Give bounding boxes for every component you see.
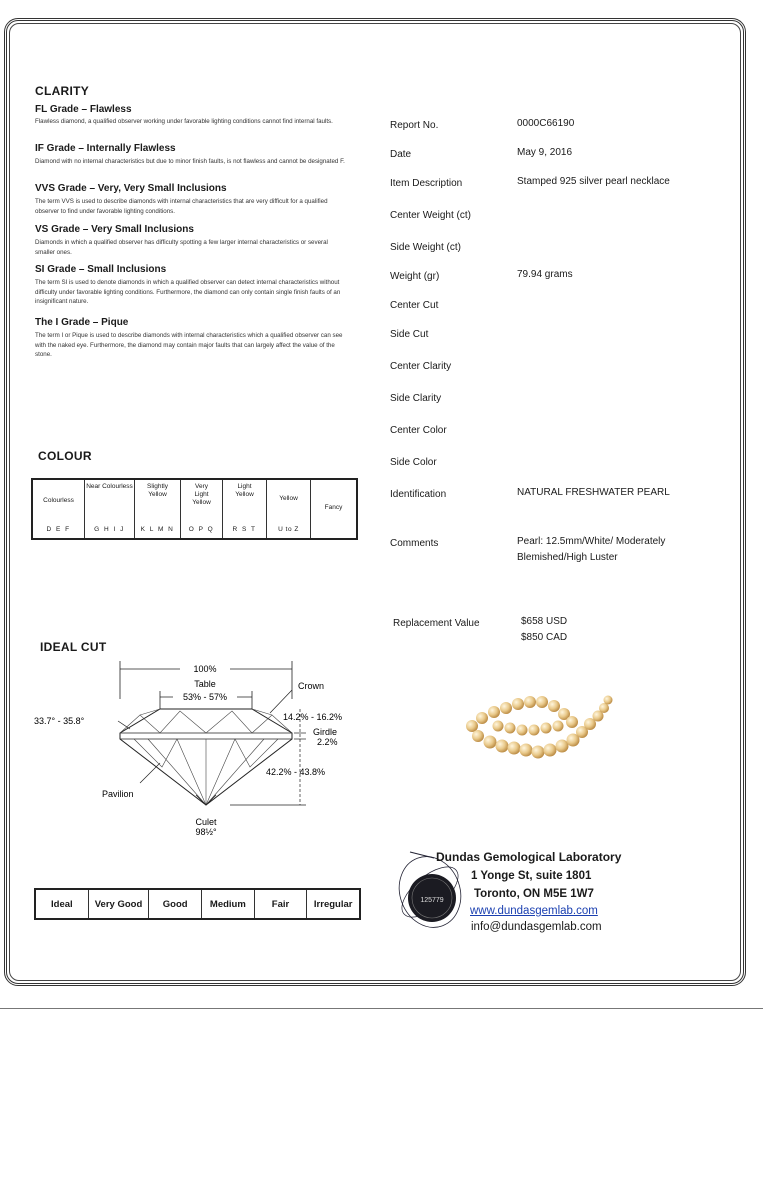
colour-scale-table — [31, 478, 358, 540]
side-color-label: Side Color — [390, 457, 437, 468]
girdle-pct-label: 2.2% — [317, 737, 338, 747]
cut-grade-medium: Medium — [202, 890, 255, 918]
cut-grade-good: Good — [149, 890, 202, 918]
grade-vvs-text: The term VVS is used to describe diamonds with internal characteristics that are very difficult for a qualified observer to find under favorable lighting conditions. — [35, 198, 328, 215]
replacement-value-usd: $658 USD — [521, 616, 568, 627]
grade-vs-text: Diamonds in which a qualified observer has difficulty spotting a few larger internal characteristics or several smaller ones. — [35, 239, 328, 256]
date-label: Date — [390, 149, 412, 160]
colour-cell-very-light-yellow: Very Light Yellow O P Q — [181, 480, 223, 538]
side-clarity-label: Side Clarity — [390, 393, 442, 404]
grade-fl-heading: FL Grade – Flawless — [35, 104, 132, 115]
page-divider — [0, 1008, 763, 1009]
ideal-cut-diagram — [30, 655, 370, 845]
grade-if-heading: IF Grade – Internally Flawless — [35, 143, 176, 154]
grade-i-text: The term I or Pique is used to describe diamonds with internal characteristics which a qualified observer can see with the naked eye. Furthermore, the diamond may contain major faults that can largely affect the value of the stone. — [35, 332, 343, 358]
colour-cell-slightly-yellow: Slightly Yellow K L M N — [135, 480, 181, 538]
center-weight-label: Center Weight (ct) — [390, 210, 471, 221]
ideal-cut-title: IDEAL CUT — [40, 640, 107, 654]
width-pct-label: 100% — [193, 664, 217, 674]
colour-cell-light-yellow: Light Yellow R S T — [223, 480, 267, 538]
identification-value: NATURAL FRESHWATER PEARL — [517, 487, 670, 498]
comments-label: Comments — [390, 538, 439, 549]
lab-name: Dundas Gemological Laboratory — [436, 850, 622, 864]
colour-cell-near-colourless: Near Colourless G H I J — [85, 480, 135, 538]
comments-value: Pearl: 12.5mm/White/ Moderately Blemished/High Luster — [517, 536, 666, 563]
center-clarity-label: Center Clarity — [390, 361, 452, 372]
cut-grade-ideal: Ideal — [36, 890, 89, 918]
item-description-value: Stamped 925 silver pearl necklace — [517, 176, 670, 187]
crown-label: Crown — [298, 681, 325, 691]
grade-i-heading: The I Grade – Pique — [35, 317, 129, 328]
colour-cell-yellow: Yellow U to Z — [267, 480, 311, 538]
girdle-label: Girdle — [313, 727, 338, 737]
crown-angle-label: 33.7° - 35.8° — [34, 716, 85, 726]
item-description-label: Item Description — [390, 178, 463, 189]
culet-label: Culet — [195, 817, 217, 827]
report-no-label: Report No. — [390, 120, 439, 131]
pavilion-label: Pavilion — [102, 789, 134, 799]
replacement-value-cad: $850 CAD — [521, 632, 568, 643]
lab-address-line1: 1 Yonge St, suite 1801 — [471, 870, 592, 882]
cut-grade-very-good: Very Good — [89, 890, 150, 918]
report-no-value: 0000C66190 — [517, 118, 575, 129]
grade-vs-heading: VS Grade – Very Small Inclusions — [35, 224, 194, 235]
table-pct-label: 53% - 57% — [182, 692, 228, 702]
lab-email[interactable]: info@dundasgemlab.com — [471, 921, 602, 933]
grade-si-heading: SI Grade – Small Inclusions — [35, 264, 167, 275]
pearl-necklace-photo — [458, 686, 618, 770]
pavilion-depth-label: 42.2% - 43.8% — [266, 767, 326, 777]
seal-number: 125779 — [420, 897, 444, 904]
weight-value: 79.94 grams — [517, 269, 573, 280]
grade-vvs-heading: VVS Grade – Very, Very Small Inclusions — [35, 183, 227, 194]
replacement-value-label: Replacement Value — [393, 618, 480, 629]
grade-si-text: The term SI is used to denote diamonds in which a qualified observer can detect internal characteristics without difficulty under favorable lighting conditions. Furthermore, the diamond can only contain single finish faults of an insignificant nature. — [35, 279, 341, 305]
grade-fl-text: Flawless diamond, a qualified observer working under favorable lighting conditions cannot find internal faults. — [35, 118, 333, 125]
date-value: May 9, 2016 — [517, 147, 573, 158]
colour-cell-colourless: Colourless D E F — [33, 480, 85, 538]
clarity-title: CLARITY — [35, 84, 90, 98]
culet-pct-label: 98½° — [195, 827, 217, 837]
colour-cell-fancy: Fancy — [324, 504, 343, 511]
crown-height-label: 14.2% - 16.2% — [283, 712, 343, 722]
cut-grade-fair: Fair — [255, 890, 308, 918]
grade-if-text: Diamond with no internal characteristics but due to minor finish faults, is not flawless and cannot be designated F. — [35, 158, 345, 165]
center-cut-label: Center Cut — [390, 300, 439, 311]
cut-grade-irregular: Irregular — [313, 898, 353, 910]
table-label: Table — [194, 679, 216, 689]
weight-label: Weight (gr) — [390, 271, 440, 282]
colour-title: COLOUR — [38, 449, 92, 463]
lab-address-line2: Toronto, ON M5E 1W7 — [474, 888, 594, 900]
side-cut-label: Side Cut — [390, 329, 429, 340]
cut-grade-table — [34, 888, 361, 920]
identification-label: Identification — [390, 489, 447, 500]
side-weight-label: Side Weight (ct) — [390, 242, 461, 253]
lab-website-link[interactable]: www.dundasgemlab.com — [470, 905, 598, 917]
center-color-label: Center Color — [390, 425, 447, 436]
